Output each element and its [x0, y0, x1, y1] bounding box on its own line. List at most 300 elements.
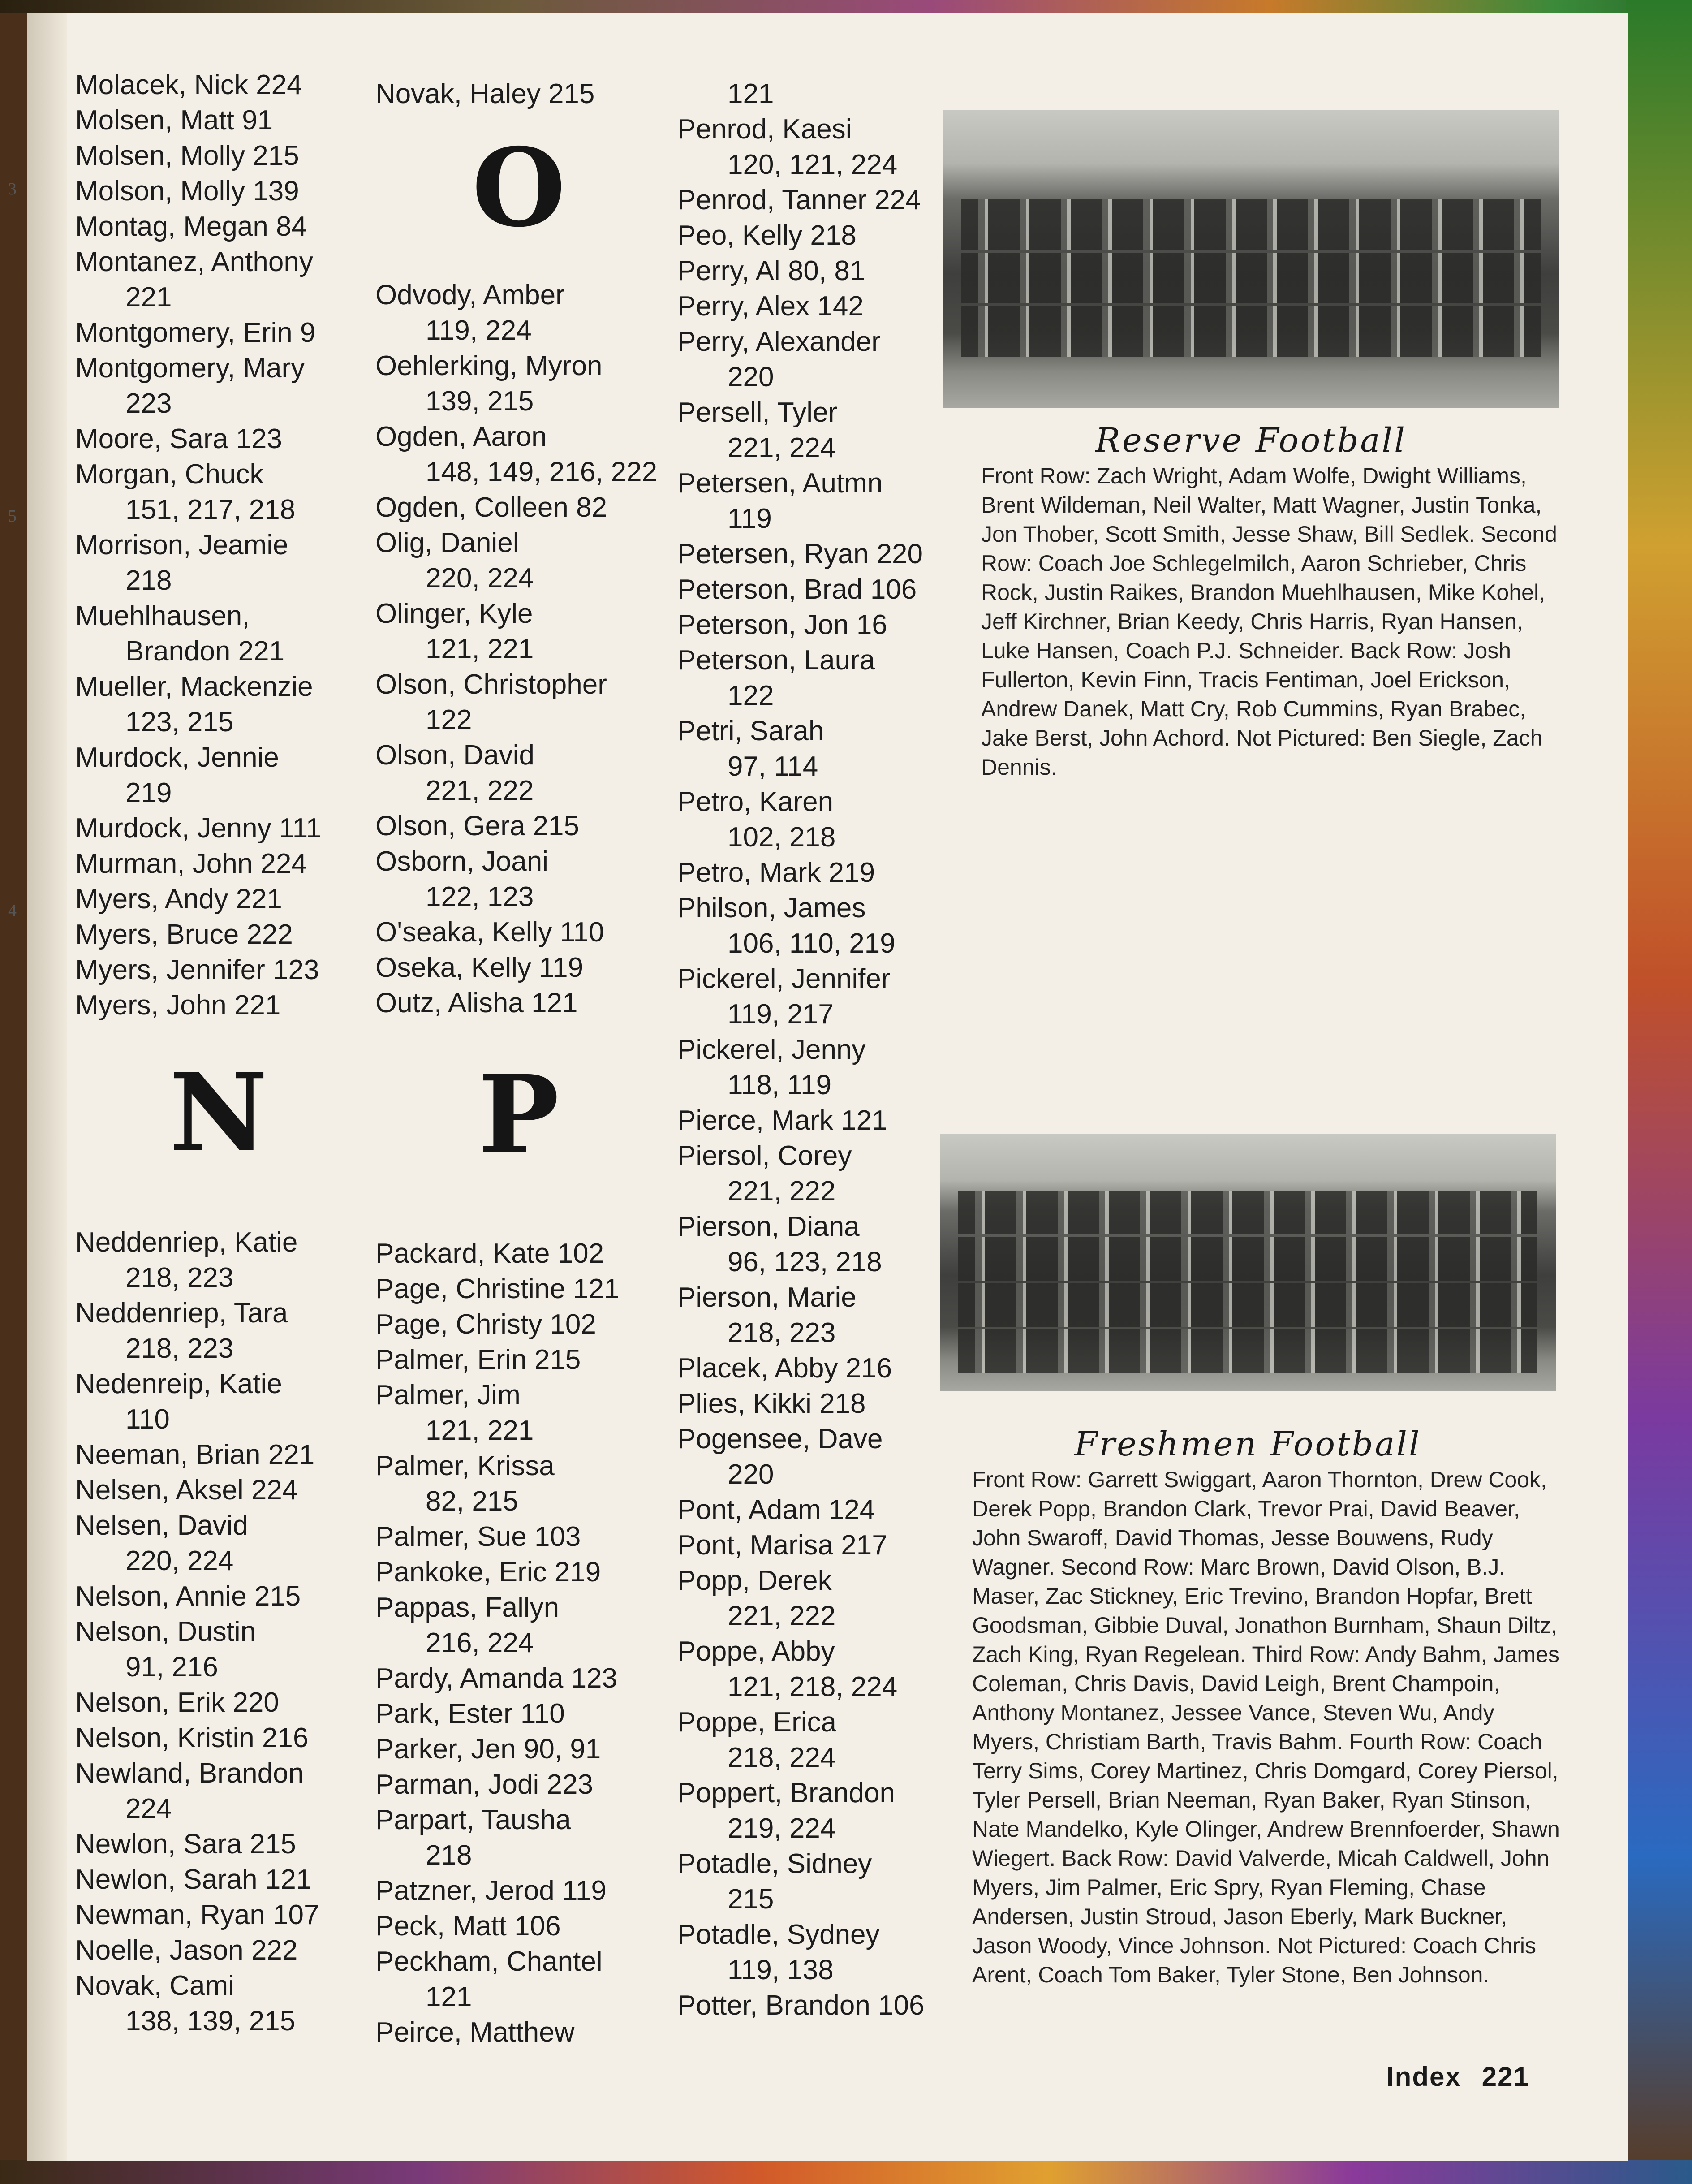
entry-name: Potadle, Sidney — [677, 1848, 872, 1879]
entry-pages: 216 — [845, 1353, 892, 1384]
entry-pages: 218, 223 — [125, 1262, 234, 1293]
entry-name: Petersen, Ryan — [677, 539, 869, 570]
entry-name: Muehlhausen, — [75, 600, 250, 631]
entry-pages: 107 — [273, 1899, 319, 1930]
entry-name: Potter, Brandon — [677, 1990, 870, 2021]
entry-name: Montag, Megan — [75, 211, 268, 242]
index-column-3 — [677, 76, 955, 2023]
entry-name: Olson, Gera — [375, 811, 525, 842]
entry-name: Outz, Alisha — [375, 988, 524, 1019]
index-entry — [375, 1448, 662, 1519]
index-entry — [375, 525, 662, 596]
entry-pages: 119, 217 — [728, 999, 834, 1030]
entry-name: Parman, Jodi — [375, 1769, 539, 1800]
entry-pages: 221, 222 — [728, 1601, 836, 1632]
entry-pages: 142 — [817, 291, 864, 322]
entry-name: Oehlerking, Myron — [375, 350, 603, 381]
index-entry — [375, 1590, 662, 1661]
entry-name: Montanez, Anthony — [75, 246, 313, 277]
entry-pages: 221 — [125, 282, 172, 313]
index-entry — [677, 1032, 955, 1103]
entry-name: Pogensee, Dave — [677, 1424, 883, 1455]
entry-name: Persell, Tyler — [677, 397, 838, 428]
index-entry — [75, 1933, 362, 1968]
index-entry — [375, 277, 662, 348]
index-entry — [375, 1554, 662, 1590]
index-entry — [375, 1377, 662, 1448]
entry-name: Peterson, Brad — [677, 574, 863, 605]
entry-name: Neddenriep, Tara — [75, 1298, 288, 1329]
entry-pages: 215 — [533, 811, 579, 842]
entry-pages: 121, 221 — [426, 1415, 534, 1446]
entry-pages: 220 — [232, 1687, 279, 1718]
entry-pages: 122 — [426, 704, 472, 735]
entry-name: Myers, Bruce — [75, 919, 239, 950]
index-entry — [677, 713, 955, 784]
entry-pages: 221 — [236, 884, 282, 915]
entry-name: Penrod, Tanner — [677, 185, 867, 216]
entry-pages: 121 — [531, 988, 578, 1019]
entry-pages: 216 — [262, 1722, 309, 1753]
entry-pages: 110 — [520, 1698, 565, 1729]
entry-name: Poppert, Brandon — [677, 1778, 896, 1808]
reserve-football-caption: Front Row: Zach Wright, Adam Wolfe, Dwight Williams, Brent Wildeman, Neil Walter, Matt Wagner, Justin Tonka, Jon Thober, Scott Smith, Jesse Shaw, Bill Sedlek. Second Row: Coach Joe Schlegelmilch, Aaron Schrieber, Chris Rock, Justin Raikes, Brandon Muehlhausen, Mike Kohel, Jeff Kirchner, Brian Keedy, Chris Harris, Ryan Hansen, Luke Hansen, Coach P.J. Schneider. Back Row: Josh Fullerton, Kevin Finn, Tracis Fentiman, Joel Erickson, Andrew Danek, Matt Cry, Rob Cummins, Ryan Brabec, Jake Berst, John Achord. Not Pictured: Ben Siegle, Zach Dennis. — [981, 463, 1557, 780]
entry-name: Peck, Matt — [375, 1911, 507, 1942]
entry-name: O'seaka, Kelly — [375, 917, 552, 948]
entry-name: Pickerel, Jennifer — [677, 963, 891, 994]
index-entry — [375, 950, 662, 985]
index-entries-m — [75, 67, 362, 1023]
freshmen-football-title: Freshmen Football — [1074, 1425, 1421, 1463]
index-entry — [375, 1873, 662, 1908]
entry-pages: 215 — [253, 140, 299, 171]
entry-pages: 97, 114 — [728, 751, 818, 782]
index-entry — [677, 466, 955, 536]
index-entry — [677, 961, 955, 1032]
entry-name: Pierce, Mark — [677, 1105, 833, 1136]
entry-name: Poppe, Abby — [677, 1636, 835, 1667]
entry-name: Nelson, Erik — [75, 1687, 225, 1718]
entry-name: Olinger, Kyle — [375, 598, 533, 629]
entry-pages: 221, 222 — [426, 775, 534, 806]
index-entry — [677, 643, 955, 713]
index-entries-p — [375, 1236, 662, 2050]
entry-pages: 148, 149, 216, 222 — [426, 457, 658, 488]
entry-pages: 221 — [268, 1439, 315, 1470]
entry-pages: Brandon 221 — [125, 636, 285, 667]
index-entry — [677, 890, 955, 961]
index-entry — [75, 173, 362, 209]
entry-pages: 91, 216 — [125, 1652, 218, 1683]
index-entries-n — [75, 1225, 362, 2039]
index-entry — [75, 1614, 362, 1685]
entry-pages: 224 — [256, 69, 302, 100]
entry-pages: 121 — [728, 78, 774, 109]
entry-pages: 121 — [573, 1273, 620, 1304]
index-entry — [75, 1579, 362, 1614]
index-entry — [677, 1386, 955, 1421]
entry-pages: 218 — [426, 1840, 472, 1871]
margin-number: 5 — [8, 507, 17, 526]
index-entry — [75, 457, 362, 527]
index-column-1 — [75, 67, 362, 2039]
entry-pages: 215 — [534, 1344, 581, 1375]
entry-name: Newman, Ryan — [75, 1899, 265, 1930]
index-entry — [375, 76, 662, 112]
entry-name: Ogden, Aaron — [375, 421, 547, 452]
index-entry — [375, 1944, 662, 2015]
entry-pages: 122, 123 — [426, 881, 534, 912]
index-entry — [677, 1103, 955, 1138]
entry-name: Noelle, Jason — [75, 1935, 244, 1966]
section-letter-n: N — [169, 1049, 268, 1176]
entry-name: Placek, Abby — [677, 1353, 838, 1384]
entry-pages: 119, 224 — [426, 315, 532, 346]
index-entry — [75, 1472, 362, 1508]
index-entry — [677, 1775, 955, 1846]
entry-pages: 91 — [242, 105, 273, 136]
entry-name: Novak, Cami — [75, 1970, 234, 2001]
entry-pages: 123 — [236, 423, 282, 454]
index-entry — [677, 1846, 955, 1917]
entry-pages: 119, 138 — [728, 1955, 834, 1985]
index-entry — [375, 1236, 662, 1271]
entry-name: Potadle, Sydney — [677, 1919, 880, 1950]
entry-pages: 221, 224 — [728, 432, 836, 463]
entry-name: Odvody, Amber — [375, 280, 565, 311]
entry-pages: 220 — [876, 539, 923, 570]
entry-name: Petersen, Autmn — [677, 468, 883, 499]
index-entry — [677, 1917, 955, 1988]
entry-pages: 111 — [279, 813, 322, 844]
entry-name: Newlon, Sara — [75, 1829, 242, 1860]
folio-label: Index — [1386, 2062, 1461, 2092]
entry-pages: 218 — [819, 1388, 866, 1419]
entry-pages: 216, 224 — [426, 1627, 534, 1658]
index-entry — [677, 784, 955, 855]
entry-name: Peterson, Laura — [677, 645, 875, 676]
entry-name: Parpart, Tausha — [375, 1804, 571, 1835]
entry-pages: 224 — [251, 1475, 298, 1506]
index-entry — [677, 1492, 955, 1528]
entry-name: Patzner, Jerod — [375, 1875, 555, 1906]
entry-pages: 106 — [870, 574, 917, 605]
entry-pages: 122 — [728, 680, 774, 711]
index-entry — [75, 1225, 362, 1295]
entry-pages: 219 — [554, 1557, 601, 1588]
index-entry — [375, 1307, 662, 1342]
entry-name: Palmer, Sue — [375, 1521, 527, 1552]
entry-name: Poppe, Erica — [677, 1707, 836, 1738]
index-entry — [677, 182, 955, 218]
index-entry — [375, 2015, 662, 2050]
index-entry — [75, 1295, 362, 1366]
entry-pages: 215 — [728, 1884, 774, 1915]
entry-name: Newlon, Sarah — [75, 1864, 258, 1895]
entry-pages: 121 — [426, 1981, 472, 2012]
index-entry — [75, 103, 362, 138]
index-entry — [75, 1897, 362, 1933]
index-entry — [375, 1519, 662, 1554]
index-entry — [375, 1342, 662, 1377]
entry-pages: 119 — [539, 952, 584, 983]
index-entry — [75, 1862, 362, 1897]
entry-pages: 220, 224 — [426, 563, 534, 594]
entry-pages: 138, 139, 215 — [125, 2006, 296, 2037]
entry-name: Page, Christine — [375, 1273, 565, 1304]
index-entries-p-cont — [677, 76, 955, 2023]
index-entry — [75, 1720, 362, 1756]
index-entry — [375, 419, 662, 490]
entry-pages: 121 — [265, 1864, 312, 1895]
entry-name: Park, Ester — [375, 1698, 513, 1729]
index-entry — [75, 846, 362, 881]
entry-pages: 120, 121, 224 — [728, 149, 898, 180]
index-entry — [75, 1685, 362, 1720]
entry-pages: 224 — [125, 1793, 172, 1824]
entry-name: Pardy, Amanda — [375, 1663, 564, 1694]
entry-name: Palmer, Krissa — [375, 1450, 555, 1481]
entry-pages: 102 — [557, 1238, 604, 1269]
entry-pages: 218 — [125, 565, 172, 596]
entry-name: Mueller, Mackenzie — [75, 671, 313, 702]
index-entry — [75, 881, 362, 917]
entry-pages: 110 — [125, 1404, 170, 1435]
bottom-edge-border — [0, 2160, 1692, 2184]
entry-name: Morgan, Chuck — [75, 459, 264, 490]
index-entry — [75, 988, 362, 1023]
index-entry — [677, 1705, 955, 1775]
entry-pages: 219, 224 — [728, 1813, 836, 1844]
index-entry — [677, 1351, 955, 1386]
entry-pages: 124 — [828, 1494, 875, 1525]
entry-name: Montgomery, Mary — [75, 353, 305, 384]
entry-pages: 106 — [878, 1990, 925, 2021]
index-entry — [375, 1908, 662, 1944]
entry-pages: 84 — [276, 211, 307, 242]
entry-pages: 220, 224 — [125, 1545, 234, 1576]
index-entries-o — [375, 277, 662, 1021]
index-entry — [677, 1138, 955, 1209]
index-entry — [375, 1767, 662, 1802]
index-column-2 — [375, 76, 662, 2050]
index-entry — [375, 985, 662, 1021]
index-entry — [375, 738, 662, 808]
index-entry — [677, 607, 955, 643]
entry-pages: 119 — [562, 1875, 607, 1906]
index-entry — [75, 1756, 362, 1826]
entry-pages: 82, 215 — [426, 1486, 518, 1517]
entry-pages: 215 — [548, 78, 595, 109]
index-entry — [375, 490, 662, 525]
entry-pages: 151, 217, 218 — [125, 494, 296, 525]
entry-name: Palmer, Jim — [375, 1380, 521, 1411]
entry-name: Nelson, Kristin — [75, 1722, 254, 1753]
entry-pages: 223 — [547, 1769, 593, 1800]
entry-name: Molson, Molly — [75, 176, 245, 207]
entry-name: Nelsen, David — [75, 1510, 248, 1541]
entry-pages: 218, 223 — [728, 1317, 836, 1348]
entry-name: Moore, Sara — [75, 423, 228, 454]
entry-pages: 215 — [254, 1581, 301, 1612]
entry-pages: 218, 223 — [125, 1333, 234, 1364]
folio-number: 221 — [1481, 2062, 1529, 2092]
entry-name: Peirce, Matthew — [375, 2017, 575, 2048]
entry-pages: 215 — [250, 1829, 296, 1860]
reserve-football-title: Reserve Football — [1095, 421, 1407, 460]
entry-name: Myers, Jennifer — [75, 954, 265, 985]
index-entry — [677, 112, 955, 182]
entry-pages: 82 — [576, 492, 607, 523]
entry-pages: 80, 81 — [788, 255, 865, 286]
index-entry — [75, 917, 362, 952]
entry-name: Ogden, Colleen — [375, 492, 568, 523]
entry-name: Popp, Derek — [677, 1565, 832, 1596]
entry-pages: 96, 123, 218 — [728, 1247, 882, 1278]
freshmen-football-caption: Front Row: Garrett Swiggart, Aaron Thornton, Drew Cook, Derek Popp, Brandon Clark, Trevor Prai, David Beaver, John Swaroff, David Thomas, Jesse Bouwens, Rudy Wagner. Second Row: Marc Brown, David Olson, B.J. Maser, Zac Stickney, Eric Trevino, Brandon Hopfar, Brett Goodsman, Gibbie Duval, Jonathon Burnham, Shaun Diltz, Zach King, Ryan Regelean. Third Row: Andy Bahm, James Coleman, Chris Davis, David Leigh, Brent Champoin, Anthony Montanez, Jessee Vance, Steven Wu, Andy Myers, Christiam Barth, Travis Bahm. Fourth Row: Coach Terry Sims, Corey Martinez, Chris Domgard, Corey Piersol, Tyler Persell, Brian Neeman, Ryan Baker, Ryan Stinson, Nate Mandelko, Kyle Olinger, Andrew Brennfoerder, Shawn Wiegert. Back Row: David Valverde, Micah Caldwell, John Myers, Jim Palmer, Eric Spry, Ryan Fleming, Chase Andersen, Justin Stroud, Jason Eberly, Mark Buckner, Jason Woody, Vince Johnson. Not Pictured: Coach Chris Arent, Coach Tom Baker, Tyler Stone, Ben Johnson. — [972, 1467, 1560, 1987]
section-letter-p: P — [478, 1052, 560, 1178]
entry-pages: 121, 221 — [426, 634, 534, 665]
entry-pages: 9 — [300, 317, 316, 348]
reserve-football-team-photo — [943, 110, 1559, 408]
entry-name: Page, Christy — [375, 1309, 542, 1340]
margin-number: 4 — [8, 901, 17, 920]
entry-pages: 224 — [874, 185, 921, 216]
entry-name: Pappas, Fallyn — [375, 1592, 560, 1623]
entry-name: Nelsen, Aksel — [75, 1475, 244, 1506]
entry-name: Myers, Andy — [75, 884, 228, 915]
index-entry — [677, 536, 955, 572]
entry-pages: 217 — [841, 1530, 887, 1561]
entry-name: Piersol, Corey — [677, 1140, 852, 1171]
index-entry — [677, 572, 955, 607]
entry-pages: 102, 218 — [728, 822, 836, 853]
index-entry — [375, 1271, 662, 1307]
entry-name: Neeman, Brian — [75, 1439, 261, 1470]
entry-pages: 103 — [534, 1521, 581, 1552]
margin-number: 3 — [8, 180, 17, 199]
index-entry — [75, 421, 362, 457]
index-entry — [75, 350, 362, 421]
entry-pages: 220 — [728, 362, 774, 393]
entry-pages: 123 — [571, 1663, 618, 1694]
index-entry — [75, 1826, 362, 1862]
index-entry — [75, 1366, 362, 1437]
entry-pages: 121 — [841, 1105, 887, 1136]
index-entry — [375, 348, 662, 419]
entry-pages: 219 — [828, 857, 875, 888]
index-entry — [375, 1661, 662, 1696]
index-entry — [677, 1421, 955, 1492]
index-entry — [677, 289, 955, 324]
entry-pages: 106, 110, 219 — [728, 928, 896, 959]
index-entry — [75, 315, 362, 350]
entry-pages: 90, 91 — [523, 1734, 601, 1765]
entry-pages: 224 — [260, 848, 307, 879]
entry-pages: 16 — [856, 609, 887, 640]
index-entry — [677, 1988, 955, 2023]
entry-name: Petro, Mark — [677, 857, 821, 888]
index-entry — [75, 740, 362, 811]
entry-pages: 106 — [514, 1911, 561, 1942]
entry-name: Myers, John — [75, 990, 227, 1021]
entry-name: Petro, Karen — [677, 786, 834, 817]
entry-name: Peterson, Jon — [677, 609, 849, 640]
entry-pages: 222 — [251, 1935, 298, 1966]
entry-name: Novak, Haley — [375, 78, 541, 109]
index-entry — [375, 596, 662, 667]
entry-pages: 218, 224 — [728, 1742, 836, 1773]
entry-name: Pierson, Diana — [677, 1211, 860, 1242]
index-entry — [677, 1563, 955, 1634]
index-entry — [75, 527, 362, 598]
top-edge-border — [0, 0, 1692, 13]
entry-name: Pankoke, Eric — [375, 1557, 547, 1588]
entry-pages: 119 — [728, 503, 772, 534]
index-entry — [677, 76, 955, 112]
index-entry — [677, 855, 955, 890]
index-entry — [677, 253, 955, 289]
entry-name: Plies, Kikki — [677, 1388, 812, 1419]
freshmen-football-team-photo — [940, 1134, 1556, 1391]
index-entry — [375, 1731, 662, 1767]
entry-pages: 110 — [560, 917, 604, 948]
entry-pages: 139 — [253, 176, 299, 207]
section-letter-o: O — [472, 125, 566, 251]
entry-pages: 223 — [125, 388, 172, 419]
entry-name: Nelson, Annie — [75, 1581, 247, 1612]
entry-pages: 123 — [273, 954, 319, 985]
index-entry — [75, 67, 362, 103]
index-entry — [375, 808, 662, 844]
index-entry — [677, 1280, 955, 1351]
index-entry — [375, 844, 662, 915]
entry-name: Molacek, Nick — [75, 69, 248, 100]
index-entries-n-cont — [375, 76, 662, 112]
index-entry — [75, 138, 362, 173]
index-entry — [75, 1437, 362, 1472]
entry-name: Montgomery, Erin — [75, 317, 293, 348]
entry-name: Oseka, Kelly — [375, 952, 532, 983]
entry-pages: 219 — [125, 777, 172, 808]
entry-name: Nedenreip, Katie — [75, 1368, 282, 1399]
entry-name: Olson, David — [375, 740, 534, 771]
entry-name: Petri, Sarah — [677, 716, 824, 747]
index-entry — [375, 915, 662, 950]
entry-pages: 123, 215 — [125, 707, 234, 738]
index-entry — [75, 1508, 362, 1579]
entry-name: Olson, Christopher — [375, 669, 607, 700]
index-entry — [75, 244, 362, 315]
entry-name: Murdock, Jenny — [75, 813, 271, 844]
entry-pages: 221, 222 — [728, 1176, 836, 1207]
entry-name: Philson, James — [677, 893, 866, 924]
entry-pages: 118, 119 — [728, 1070, 832, 1101]
right-edge-border — [1626, 0, 1692, 2184]
page-folio — [1386, 2061, 1550, 2092]
index-entry — [75, 598, 362, 669]
index-entry — [375, 667, 662, 738]
entry-pages: 221 — [234, 990, 281, 1021]
entry-pages: 139, 215 — [426, 386, 534, 417]
entry-name: Molsen, Matt — [75, 105, 234, 136]
entry-name: Penrod, Kaesi — [677, 114, 852, 145]
entry-name: Pont, Marisa — [677, 1530, 834, 1561]
entry-pages: 218 — [810, 220, 857, 251]
index-entry — [677, 324, 955, 395]
index-entry — [375, 1802, 662, 1873]
page-binding-shadow — [27, 13, 67, 2161]
